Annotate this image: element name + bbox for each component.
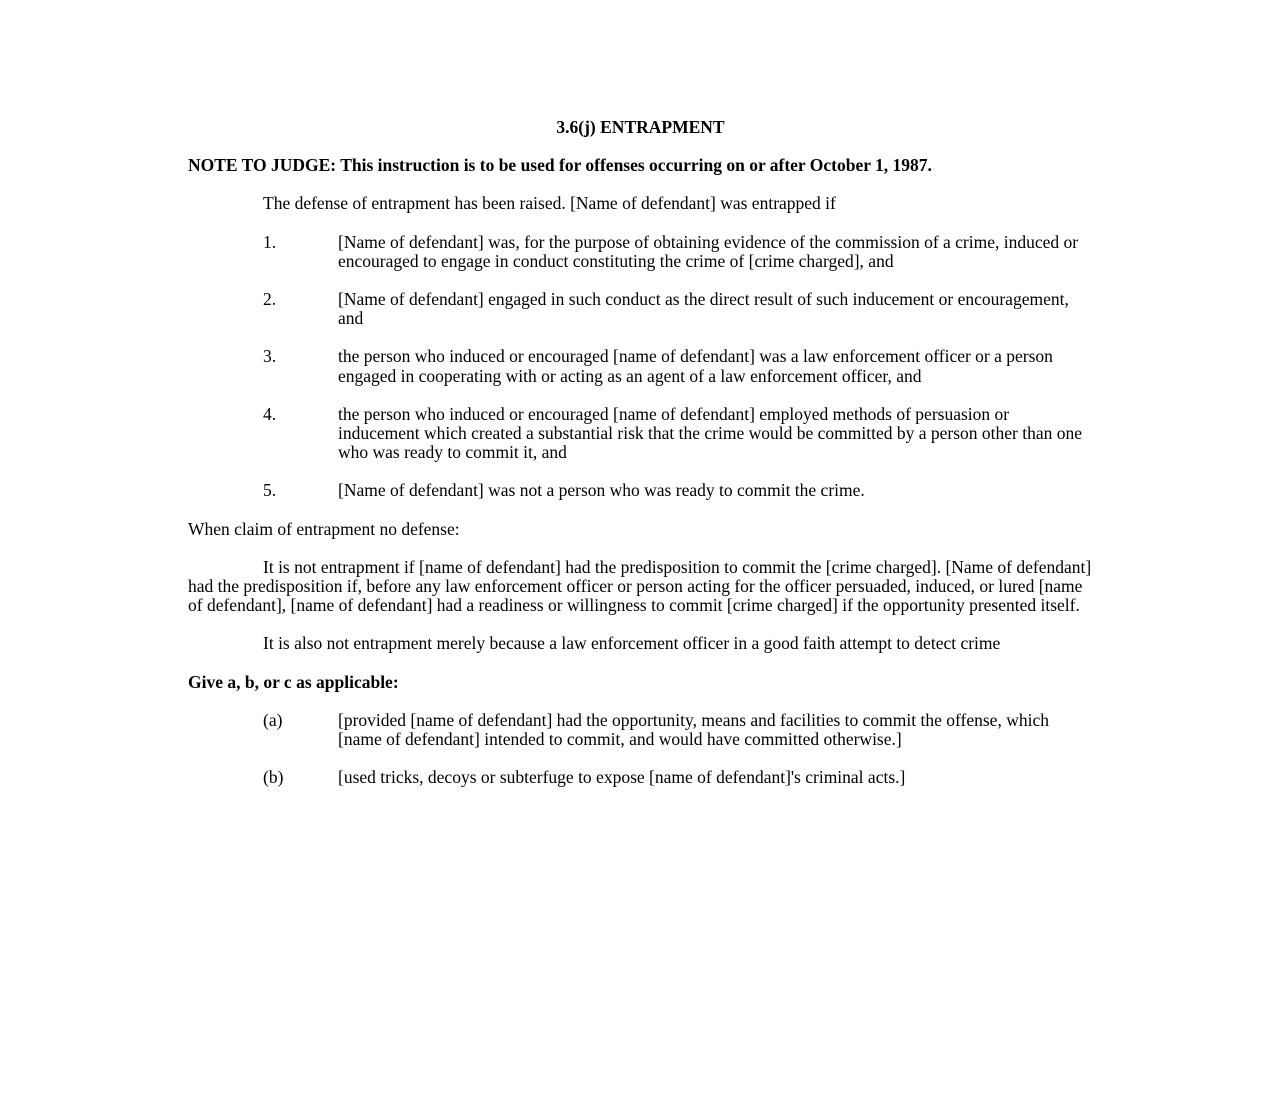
- option-text: [provided [name of defendant] had the opportunity, means and facilities to commit the offense, which [name of defendant] intended to commit, and would have committed otherwise.]: [338, 709, 1049, 750]
- list-item-number: 5.: [263, 480, 277, 501]
- list-item-number: 3.: [263, 346, 277, 367]
- list-item: [263, 347, 1093, 385]
- list-item-text: [Name of defendant] was not a person who was ready to commit the crime.: [338, 480, 865, 501]
- option-label: (a): [263, 709, 283, 730]
- list-item: [263, 481, 1093, 500]
- list-item-text: the person who induced or encouraged [name of defendant] employed methods of persuasion or inducement which created a substantial risk that the crime would be committed by a person other than one who was ready to commit it, and: [338, 403, 1083, 463]
- intro-paragraph: The defense of entrapment has been raised. [Name of defendant] was entrapped if: [263, 193, 836, 214]
- list-item-text: the person who induced or encouraged [name of defendant] was a law enforcement officer or a person engaged in cooperating with or acting as an agent of a law enforcement officer, and: [338, 346, 1053, 386]
- no-defense-heading: When claim of entrapment no defense:: [188, 518, 460, 539]
- options-list: [188, 711, 1093, 788]
- document-title: 3.6(j) ENTRAPMENT: [556, 117, 725, 137]
- list-item-number: 4.: [263, 403, 277, 424]
- predisposition-paragraph: It is not entrapment if [name of defendant] had the predisposition to commit the [crime charged]. [Name of defendant] had the predisposition if, before any law enforcement officer or person acting for the officer persuaded, induced, or lured [name of defendant], [name of defendant] had a readiness or willingness to commit [crime charged] if the opportunity presented itself.: [188, 556, 1092, 616]
- list-item-number: 2.: [263, 289, 277, 310]
- option-item: [263, 768, 1093, 787]
- list-item: [263, 233, 1093, 271]
- list-item-text: [Name of defendant] engaged in such conduct as the direct result of such inducement or encouragement, and: [338, 289, 1069, 329]
- list-item-text: [Name of defendant] was, for the purpose of obtaining evidence of the commission of a crime, induced or encouraged to engage in conduct constituting the crime of [crime charged], and: [338, 231, 1079, 271]
- list-item-number: 1.: [263, 231, 277, 252]
- options-heading: Give a, b, or c as applicable:: [188, 671, 399, 692]
- good-faith-paragraph: It is also not entrapment merely because a law enforcement officer in a good faith attempt to detect crime: [263, 633, 1001, 654]
- list-item: [263, 405, 1093, 463]
- option-text: [used tricks, decoys or subterfuge to expose [name of defendant]'s criminal acts.]: [338, 767, 906, 788]
- note-to-judge: NOTE TO JUDGE: This instruction is to be used for offenses occurring on or after October 1, 1987.: [188, 155, 932, 176]
- option-item: [263, 711, 1093, 749]
- option-label: (b): [263, 767, 284, 788]
- elements-list: [188, 233, 1093, 501]
- list-item: [263, 290, 1093, 328]
- document-page: [188, 118, 1093, 806]
